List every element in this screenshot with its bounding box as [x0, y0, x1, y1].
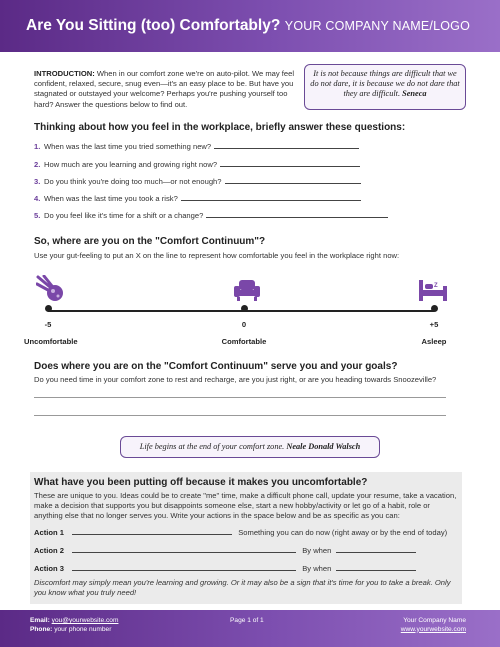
- section-heading-actions: What have you been putting off because it makes you uncomfortable?: [34, 477, 368, 488]
- quote-author: Neale Donald Walsch: [286, 442, 361, 451]
- question-3: [34, 177, 361, 186]
- section-heading-questions: Thinking about how you feel in the workplace, briefly answer these questions:: [34, 122, 406, 133]
- action-label: Action 3: [34, 564, 64, 573]
- quote-author: Seneca: [402, 89, 427, 99]
- tick-value: 0: [241, 320, 247, 329]
- question-number: 2.: [34, 160, 41, 169]
- action-label: Action 2: [34, 546, 64, 555]
- company-logo-text: YOUR COMPANY NAME/LOGO: [284, 19, 470, 33]
- website-link[interactable]: www.yourwebsite.com: [400, 625, 466, 633]
- section-heading-continuum: So, where are you on the "Comfort Continuum"?: [34, 236, 266, 247]
- meteor-icon: [36, 275, 66, 303]
- actions-description: These are unique to you. Ideas could be to create "me" time, make a difficult phone call, update your resume, take a vacation, make a decision that supports you but disappoints someone else, start a new hobby/activity or let go of a habit, role or anything else that no longer serves you. Write your actions in the space below and be as specific as you can:: [34, 491, 457, 521]
- tick-0: [241, 305, 248, 312]
- question-text: When was the last time you took a risk?: [44, 194, 178, 203]
- goals-prompt: Do you need time in your comfort zone to rest and recharge, are you just right, or are you heading towards Snoozeville?: [34, 375, 437, 384]
- page-number: Page 1 of 1: [230, 617, 264, 624]
- continuum-instructions: Use your gut-feeling to put an X on the line to represent how comfortable you feel in the workplace right now:: [34, 251, 400, 260]
- bed-icon: [418, 278, 448, 302]
- footer-company-name: Your Company Name: [403, 617, 466, 624]
- question-number: 3.: [34, 177, 41, 186]
- tick-value: +5: [429, 320, 439, 329]
- action-input-line[interactable]: [72, 570, 296, 571]
- quote-text: Life begins at the end of your comfort zone.: [139, 442, 285, 451]
- action-row-3: [34, 564, 416, 573]
- quote-text: It is not because things are difficult that we do not dare, it is because we do not dare that they are difficult.: [310, 69, 460, 99]
- question-4: [34, 194, 361, 203]
- phone-number: your phone number: [54, 625, 112, 633]
- tick-label-comfortable: Comfortable: [221, 337, 267, 346]
- by-when-line[interactable]: [336, 570, 416, 571]
- answer-line[interactable]: [214, 148, 359, 149]
- footer-company: [401, 617, 466, 634]
- email-label: Email:: [30, 617, 50, 624]
- phone-label: Phone:: [30, 625, 53, 633]
- tick-label-asleep: Asleep: [421, 337, 447, 346]
- answer-line[interactable]: [220, 166, 360, 167]
- answer-line[interactable]: [34, 397, 446, 398]
- answer-line[interactable]: [206, 217, 388, 218]
- header-banner: [0, 0, 500, 52]
- closing-note: Discomfort may simply mean you're learning and growing. Or it may also be a sign that it's time for you to take a break. Only you know what you truly need!: [34, 578, 451, 598]
- quote-box-seneca: [304, 64, 466, 110]
- armchair-icon: [233, 278, 261, 302]
- intro-text: When in our comfort zone we're on auto-pilot. We may feel confident, relaxed, secure, snug even—it's an easy place to be. But have you stagnated or outstayed your welcome? Perhaps you're pushing yourself too hard? Answer the questions below to find out.: [34, 69, 295, 109]
- action-row-2: [34, 546, 416, 555]
- answer-line[interactable]: [225, 183, 361, 184]
- action-input-line[interactable]: [72, 534, 232, 535]
- intro-label: INTRODUCTION:: [34, 69, 95, 78]
- question-text: Do you think you're doing too much—or not enough?: [44, 177, 222, 186]
- footer-contact: [30, 617, 118, 634]
- footer-banner: [0, 610, 500, 647]
- section-heading-goals: Does where you are on the "Comfort Continuum" serve you and your goals?: [34, 361, 398, 372]
- tick-plus-5: [431, 305, 438, 312]
- by-when-label: By when: [302, 546, 332, 555]
- by-when-line[interactable]: [336, 552, 416, 553]
- page-title: Are You Sitting (too) Comfortably?: [26, 17, 281, 34]
- question-text: When was the last time you tried something new?: [44, 142, 212, 151]
- email-link[interactable]: you@yourwebsite.com: [51, 617, 119, 624]
- question-number: 5.: [34, 211, 41, 220]
- question-text: How much are you learning and growing right now?: [44, 160, 218, 169]
- question-number: 4.: [34, 194, 41, 203]
- question-1: [34, 142, 359, 151]
- quote-box-walsch: [120, 436, 380, 458]
- question-2: [34, 160, 360, 169]
- action-hint: Something you can do now (right away or by the end of today): [238, 528, 448, 537]
- action-label: Action 1: [34, 528, 64, 537]
- action-box: [30, 472, 462, 604]
- svg-text:Z: Z: [434, 283, 438, 289]
- action-input-line[interactable]: [72, 552, 296, 553]
- answer-line[interactable]: [181, 200, 361, 201]
- question-5: [34, 211, 388, 220]
- by-when-label: By when: [302, 564, 332, 573]
- tick-value: -5: [44, 320, 52, 329]
- answer-line[interactable]: [34, 415, 446, 416]
- introduction: [34, 69, 298, 110]
- question-text: Do you feel like it's time for a shift or a change?: [44, 211, 204, 220]
- tick-minus-5: [45, 305, 52, 312]
- action-row-1: [34, 528, 447, 537]
- question-number: 1.: [34, 142, 41, 151]
- tick-label-uncomfortable: Uncomfortable: [24, 337, 78, 346]
